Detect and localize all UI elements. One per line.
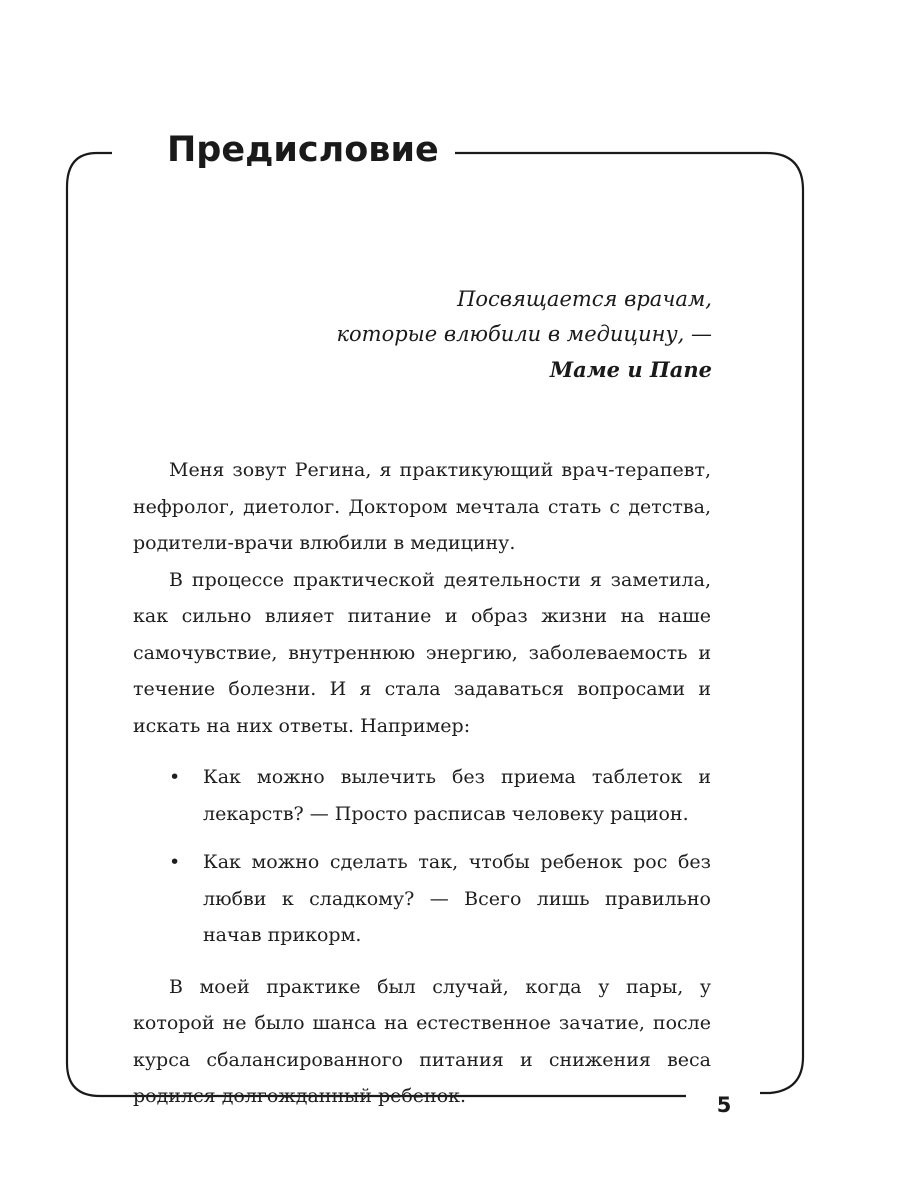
bullet-icon: • <box>169 766 181 788</box>
paragraph: В процессе практической деятельности я заметила, как сильно влияет питание и образ жизни на наше самочувствие, внутреннюю энергию, заболеваемость и течение болезни. И я стала задаваться вопросами и искать на них ответы. Например: <box>133 568 711 737</box>
epigraph-line: Посвящается врачам, <box>457 287 712 311</box>
chapter-title: Предисловие <box>167 130 439 170</box>
bullet-list <box>133 759 711 954</box>
bullet-text: Как можно вылечить без приема таблеток и лекарств? — Просто расписав человеку рацион. <box>203 766 711 825</box>
paragraph: Меня зовут Регина, я практикующий врач-терапевт, нефролог, диетолог. Доктором мечтала стать с детства, родители-врачи влюбили в медицину. <box>133 459 711 554</box>
bullet-item <box>133 844 711 954</box>
epigraph <box>200 282 712 387</box>
body-text <box>133 452 711 1115</box>
bullet-item <box>133 759 711 832</box>
paragraph: В моей практике был случай, когда у пары, у которой не было шанса на естественное зачатие, после курса сбалансированного питания и снижения веса родился долгожданный ребенок. <box>133 975 711 1107</box>
bullet-text: Как можно сделать так, чтобы ребенок рос без любви к сладкому? — Всего лишь правильно начав прикорм. <box>203 851 711 946</box>
bullet-icon: • <box>169 851 181 873</box>
epigraph-line: которые влюбили в медицину, — <box>336 322 712 346</box>
page-number: 5 <box>716 1093 732 1117</box>
epigraph-dedication: Маме и Папе <box>549 357 712 382</box>
